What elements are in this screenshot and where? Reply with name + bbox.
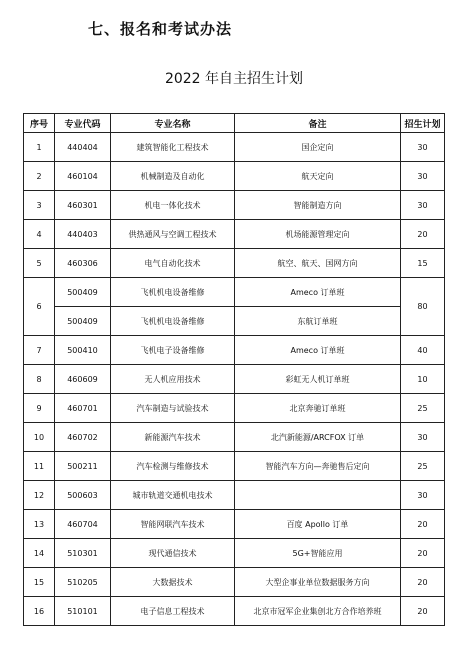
cell-note: 航天定向 [235, 162, 401, 191]
cell-quota: 30 [401, 133, 445, 162]
table-row [24, 452, 445, 481]
cell-code: 460704 [55, 510, 111, 539]
cell-code: 440404 [55, 133, 111, 162]
cell-major: 汽车检测与维修技术 [111, 452, 235, 481]
cell-no: 11 [24, 452, 55, 481]
table-header-row [24, 114, 445, 133]
cell-major: 电气自动化技术 [111, 249, 235, 278]
table-row [24, 365, 445, 394]
header-note: 备注 [235, 114, 401, 133]
cell-note: 北京奔驰订单班 [235, 394, 401, 423]
cell-no: 2 [24, 162, 55, 191]
cell-quota: 30 [401, 191, 445, 220]
cell-quota: 15 [401, 249, 445, 278]
cell-major: 大数据技术 [111, 568, 235, 597]
cell-code: 440403 [55, 220, 111, 249]
header-code: 专业代码 [55, 114, 111, 133]
cell-code: 460702 [55, 423, 111, 452]
cell-note: Ameco 订单班 [235, 278, 401, 307]
cell-quota: 20 [401, 220, 445, 249]
table-row [24, 423, 445, 452]
table-row [24, 220, 445, 249]
section-heading: 七、报名和考试办法 [88, 20, 233, 38]
cell-note: 北汽新能源/ARCFOX 订单 [235, 423, 401, 452]
cell-note [235, 481, 401, 510]
cell-major: 电子信息工程技术 [111, 597, 235, 626]
cell-major: 汽车制造与试验技术 [111, 394, 235, 423]
cell-code: 500603 [55, 481, 111, 510]
cell-major: 无人机应用技术 [111, 365, 235, 394]
cell-quota: 40 [401, 336, 445, 365]
header-quota: 招生计划 [401, 114, 445, 133]
table-row [24, 133, 445, 162]
cell-code: 500410 [55, 336, 111, 365]
cell-no: 8 [24, 365, 55, 394]
cell-note: 航空、航天、国网方向 [235, 249, 401, 278]
cell-no: 14 [24, 539, 55, 568]
cell-no: 9 [24, 394, 55, 423]
table-row [24, 162, 445, 191]
table-row [24, 336, 445, 365]
cell-note: Ameco 订单班 [235, 336, 401, 365]
cell-major: 智能网联汽车技术 [111, 510, 235, 539]
header-major: 专业名称 [111, 114, 235, 133]
cell-no: 3 [24, 191, 55, 220]
cell-note: 东航订单班 [235, 307, 401, 336]
cell-no: 16 [24, 597, 55, 626]
cell-quota: 25 [401, 452, 445, 481]
cell-quota: 20 [401, 510, 445, 539]
table-row [24, 539, 445, 568]
cell-no: 4 [24, 220, 55, 249]
cell-code: 460301 [55, 191, 111, 220]
cell-code: 460104 [55, 162, 111, 191]
cell-no: 1 [24, 133, 55, 162]
table-row [24, 568, 445, 597]
cell-code: 510301 [55, 539, 111, 568]
cell-code: 510101 [55, 597, 111, 626]
cell-note: 智能制造方向 [235, 191, 401, 220]
cell-no: 15 [24, 568, 55, 597]
cell-quota: 10 [401, 365, 445, 394]
cell-quota: 20 [401, 539, 445, 568]
cell-code: 460609 [55, 365, 111, 394]
cell-code: 460306 [55, 249, 111, 278]
cell-code: 500409 [55, 278, 111, 307]
cell-major: 机电一体化技术 [111, 191, 235, 220]
cell-no: 10 [24, 423, 55, 452]
cell-quota: 25 [401, 394, 445, 423]
cell-no: 6 [24, 278, 55, 336]
cell-major: 供热通风与空调工程技术 [111, 220, 235, 249]
cell-major: 飞机机电设备维修 [111, 307, 235, 336]
cell-no: 5 [24, 249, 55, 278]
table-row [24, 278, 445, 307]
cell-note: 大型企事业单位数据服务方向 [235, 568, 401, 597]
table-row [24, 394, 445, 423]
cell-quota: 30 [401, 481, 445, 510]
cell-quota: 80 [401, 278, 445, 336]
cell-major: 机械制造及自动化 [111, 162, 235, 191]
cell-code: 500211 [55, 452, 111, 481]
cell-quota: 20 [401, 597, 445, 626]
cell-no: 7 [24, 336, 55, 365]
cell-major: 新能源汽车技术 [111, 423, 235, 452]
cell-note: 机场能源管理定向 [235, 220, 401, 249]
table-row [24, 481, 445, 510]
cell-quota: 30 [401, 162, 445, 191]
table-row [24, 510, 445, 539]
table-row [24, 307, 445, 336]
cell-no: 12 [24, 481, 55, 510]
cell-quota: 20 [401, 568, 445, 597]
plan-title: 2022 年自主招生计划 [164, 71, 304, 87]
header-no: 序号 [24, 114, 55, 133]
cell-note: 百度 Apollo 订单 [235, 510, 401, 539]
cell-quota: 30 [401, 423, 445, 452]
cell-note: 5G+智能应用 [235, 539, 401, 568]
cell-major: 城市轨道交通机电技术 [111, 481, 235, 510]
cell-code: 460701 [55, 394, 111, 423]
cell-no: 13 [24, 510, 55, 539]
table-row [24, 249, 445, 278]
cell-major: 建筑智能化工程技术 [111, 133, 235, 162]
enrollment-plan-table [23, 113, 445, 626]
cell-code: 500409 [55, 307, 111, 336]
cell-major: 飞机机电设备维修 [111, 278, 235, 307]
table-row [24, 597, 445, 626]
cell-note: 北京市冠军企业集创北方合作培养班 [235, 597, 401, 626]
cell-note: 智能汽车方向—奔驰售后定向 [235, 452, 401, 481]
cell-code: 510205 [55, 568, 111, 597]
table-row [24, 191, 445, 220]
cell-note: 彩虹无人机订单班 [235, 365, 401, 394]
cell-major: 现代通信技术 [111, 539, 235, 568]
cell-major: 飞机电子设备维修 [111, 336, 235, 365]
cell-note: 国企定向 [235, 133, 401, 162]
